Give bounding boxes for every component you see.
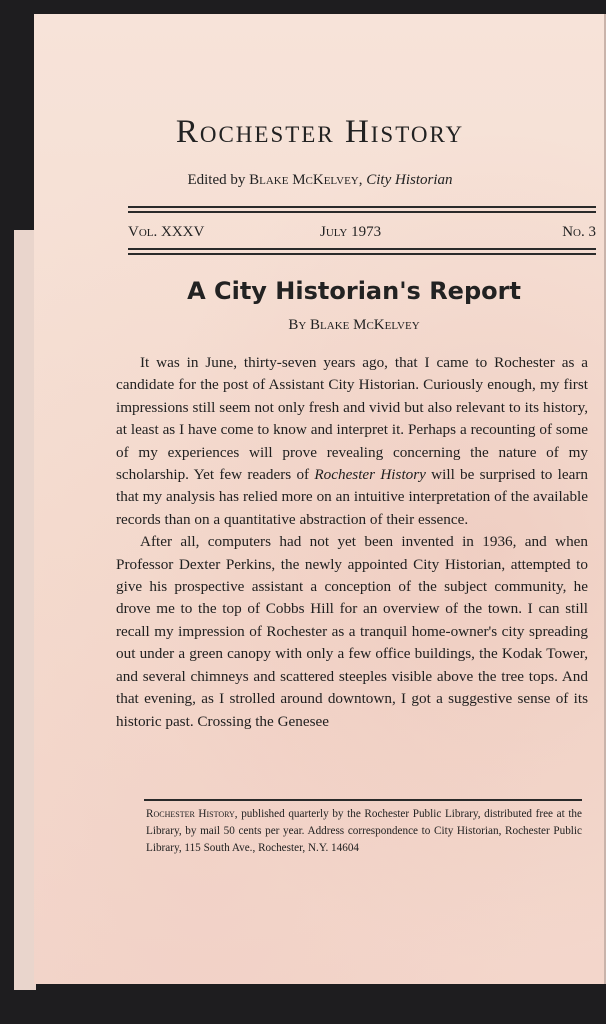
masthead-title: Rochester History	[175, 114, 465, 150]
paragraph-2: After all, computers had not yet been invented in 1936, and when Professor Dexter Perkins, the newly appointed City Historian, attempted to give his prospective assistant a conception of the subject community, he drove me to the top of Cobbs Hill for an overview of the town. I can still recall my impression of Rochester as a tranquil home-owner's city spreading out under a green canopy with only a few office buildings, the Kodak Tower, and several chimneys and scattered steeples visible above the tree tops. And that evening, as I strolled around downtown, I got a suggestive sense of its historic past. Crossing the Genesee	[116, 533, 588, 730]
article-body	[116, 352, 588, 733]
volume-label: Vol. XXXV	[128, 224, 205, 240]
editor-line	[34, 172, 606, 189]
footnote-rule	[144, 799, 582, 801]
paragraph-1-start: It was in June, thirty-seven years ago, that I came to Rochester as a candidate for the post of Assistant City Historian. Curiously enough, my first impressions still seem not only fresh and vivid but also relevant to its history, at least as I have come to know and interpret it. Perhaps a recounting of some of my experiences will prove revealing concerning the nature of my scholarship. Yet few readers of	[116, 354, 588, 484]
paragraph-1-end: will be surprised to learn that my analysis has relied more on an intuitive interpretation of the available records than on a quantitative abstraction of their essence.	[116, 466, 588, 528]
footnote-publication: Rochester History,	[146, 808, 238, 820]
editor-title: City Historian	[366, 172, 453, 188]
bottom-rule-2	[128, 253, 596, 255]
publication-footnote	[146, 806, 582, 857]
publication-reference: Rochester History	[314, 466, 426, 484]
page-edge	[14, 230, 36, 990]
article-byline: By Blake McKelvey	[288, 317, 420, 333]
editor-name: Blake McKelvey,	[249, 172, 363, 188]
edited-by-label: Edited by	[187, 172, 246, 188]
paragraph-1	[116, 352, 588, 531]
article-title: A City Historian's Report	[187, 277, 521, 305]
issue-number: No. 3	[562, 224, 596, 240]
bottom-rule-1	[128, 248, 596, 250]
document-page	[34, 14, 606, 984]
top-rule-1	[128, 206, 596, 208]
top-rule-2	[128, 211, 596, 213]
issue-date: July 1973	[320, 224, 382, 240]
footnote-text: published quarterly by the Rochester Public Library, distributed free at the Library, by mail 50 cents per year. Address correspondence to City Historian, Rochester Public Library, 115 South Ave., Rochester, N.Y. 14604	[146, 808, 582, 854]
